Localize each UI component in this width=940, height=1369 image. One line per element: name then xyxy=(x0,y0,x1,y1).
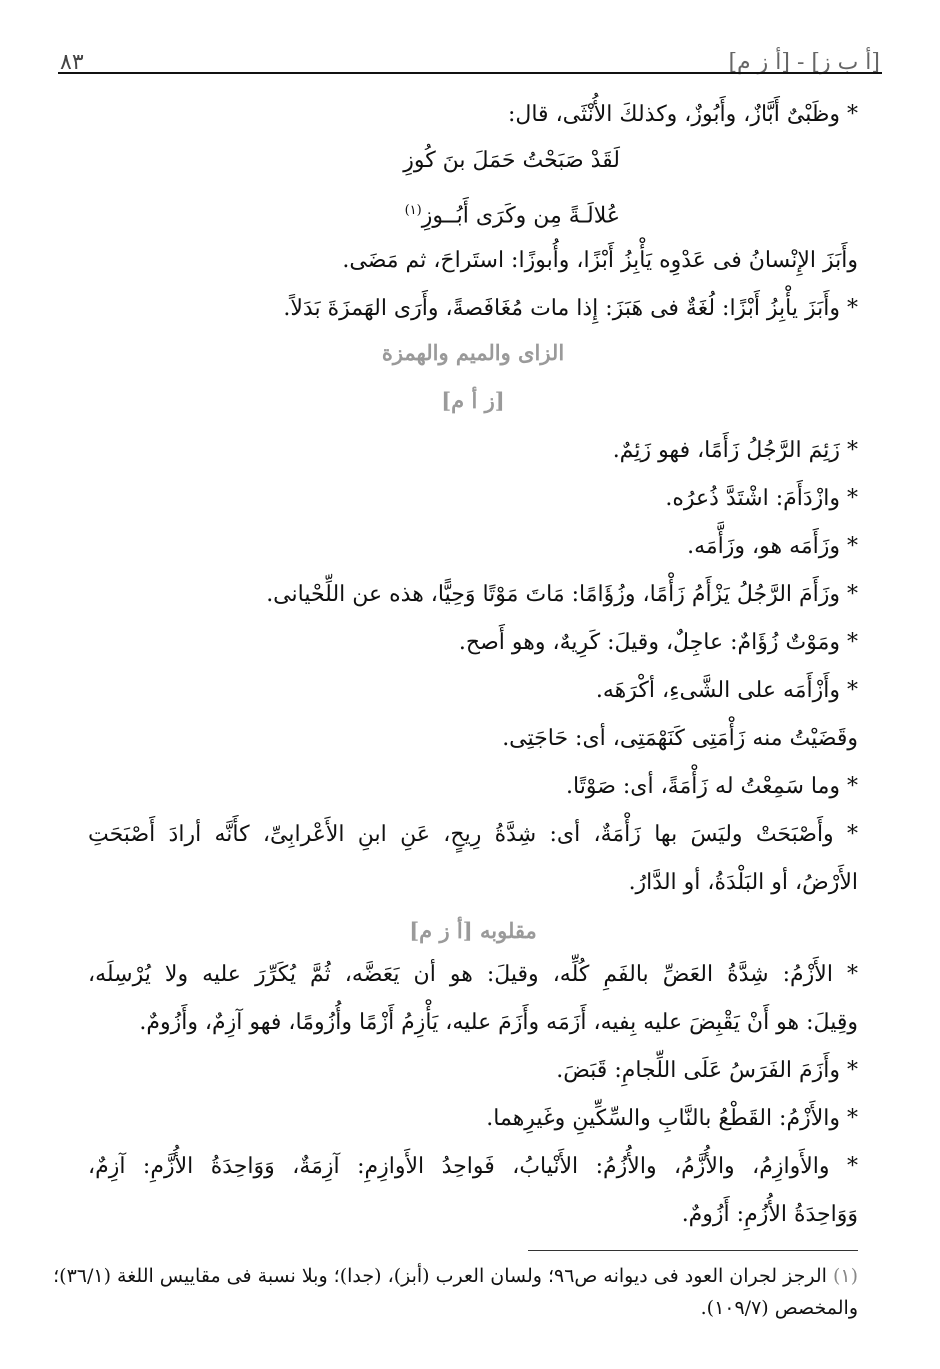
text-line: * وأَبَزَ يأْبِزُ أَبْزًا: لُغَةٌ فى هَبَزَ: إِذا مات مُغَافَصةً، وأَرَى الهَمزَةَ بَدَلاً. xyxy=(283,296,858,321)
text-line: الأَرْضُ، أو البَلْدَةُ، أو الدَّارُ. xyxy=(628,870,858,895)
text-line: وقَضَيْتُ منه زَأْمَتِى كَنَهْمَتِى، أى: حَاجَتِى. xyxy=(502,726,858,751)
text-line: وأَبَزَ الإِنْسانُ فى عَدْوِه يَأْبِزُ أَبْزًا، وأُبوزًا: استَراحَ، ثم مَضَى. xyxy=(342,248,858,273)
running-header-title: [أ ب ز] - [أ ز م] xyxy=(728,50,880,75)
footnote-text: الرجز لجران العود فى ديوانه ص٩٦؛ ولسان العرب (أبز)، (جدا)؛ وبلا نسبة فى مقاييس اللغة (٣٦/١)؛ xyxy=(53,1265,827,1287)
text-line: وَوَاحِدَةُ الأُزُمِ: أَزُومٌ. xyxy=(681,1202,858,1227)
text-line: * وأَصْبَحَتْ وليَسَ بها زَأْمَةٌ، أى: شِدَّةُ رِيحٍ، عَنِ ابنِ الأَعْرابِىِّ، كأَنَّه أرادَ أَصْبَحَتِ xyxy=(88,822,858,847)
page-number: ٨٣ xyxy=(60,50,84,75)
section-heading: الزاى والميم والهمزة xyxy=(381,340,565,365)
text-line: * الأَزْمُ: شِدَّةُ العَضِّ بالفَمِ كُلِّه، وقيلَ: هو أن يَعَضَّه، ثُمَّ يُكَرِّرَ عليه ولا يُرْسِلَه، xyxy=(88,962,858,987)
entry-heading: مقلوبه [أ ز م] xyxy=(409,918,537,943)
footnote xyxy=(53,1262,858,1290)
footnote-marker: (١) xyxy=(832,1265,858,1287)
text-line: * زَئِمَ الرَّجُلُ زَأَمًا، فهو زَئِمٌ. xyxy=(612,438,858,463)
entry-heading: [ز أ م] xyxy=(441,388,505,413)
text-line: وقِيلَ: هو أَنْ يَقْبِضَ عليه بِفيه، أَزَمَه وأَزَمَ عليه، يَأْزِمُ أَزْمًا وأُزُومًا، فهو آزِمٌ، وأَزُومٌ. xyxy=(139,1010,858,1035)
text-line: * والأَوازِمُ، والأُزَّمُ، والأُزُمُ: الأَنْيابُ، فَواحِدُ الأَوازِمِ: آزِمَةٌ، وَوَاحِدَةُ الأُزَّمِ: آزِمٌ، xyxy=(88,1154,858,1179)
text-line: * وازْدَأَمَ: اشْتَدَّ ذُعرُه. xyxy=(665,486,858,511)
text-line: * وأَزْأَمَه على الشَّىءِ، أكْرَهَه. xyxy=(595,678,858,703)
footnote-ref: (١) xyxy=(404,203,422,218)
header-rule xyxy=(58,72,882,74)
footnote-rule xyxy=(528,1250,858,1251)
text-line: * وزَأَمَ الرَّجُلُ يَزْأَمُ زَأْمًا، وزُؤَامًا: مَاتَ مَوْتًا وَحِيًّا، هذه عن اللِّحْيانى. xyxy=(266,582,858,607)
text-line: * والأَزْمُ: القَطْعُ بالنَّابِ والسِّكِّينِ وغَيرِهما. xyxy=(486,1106,858,1131)
text-line: * وأَزَمَ الفَرَسُ عَلَى اللِّجامِ: قَبَضَ. xyxy=(556,1058,858,1083)
text-line: * وما سَمِعْتُ له زَأْمَةً، أى: صَوْتًا. xyxy=(566,774,858,799)
text-line: * ومَوْتٌ زُؤَامٌ: عاجِلٌ، وقيلَ: كَرِيهٌ، وهو أَصح. xyxy=(458,630,858,655)
text-line: * وظَبْىٌ أَبَّازٌ، وأَبُوزٌ، وكذلكَ الأُنْثَى، قال: xyxy=(507,102,858,127)
poem-verse: عُلالَـةً مِن وكَرَى أَبُــوزِ xyxy=(421,203,620,229)
poem-line: لَقَدْ صَبَحْتُ حَمَلَ بنَ كُوزِ xyxy=(403,148,620,173)
footnote-continuation: والمخصص (١٠٩/٧). xyxy=(700,1297,858,1319)
text-line: * وزَأَمَه هو، وزَأَّمَه. xyxy=(687,534,858,559)
poem-line xyxy=(405,196,620,231)
